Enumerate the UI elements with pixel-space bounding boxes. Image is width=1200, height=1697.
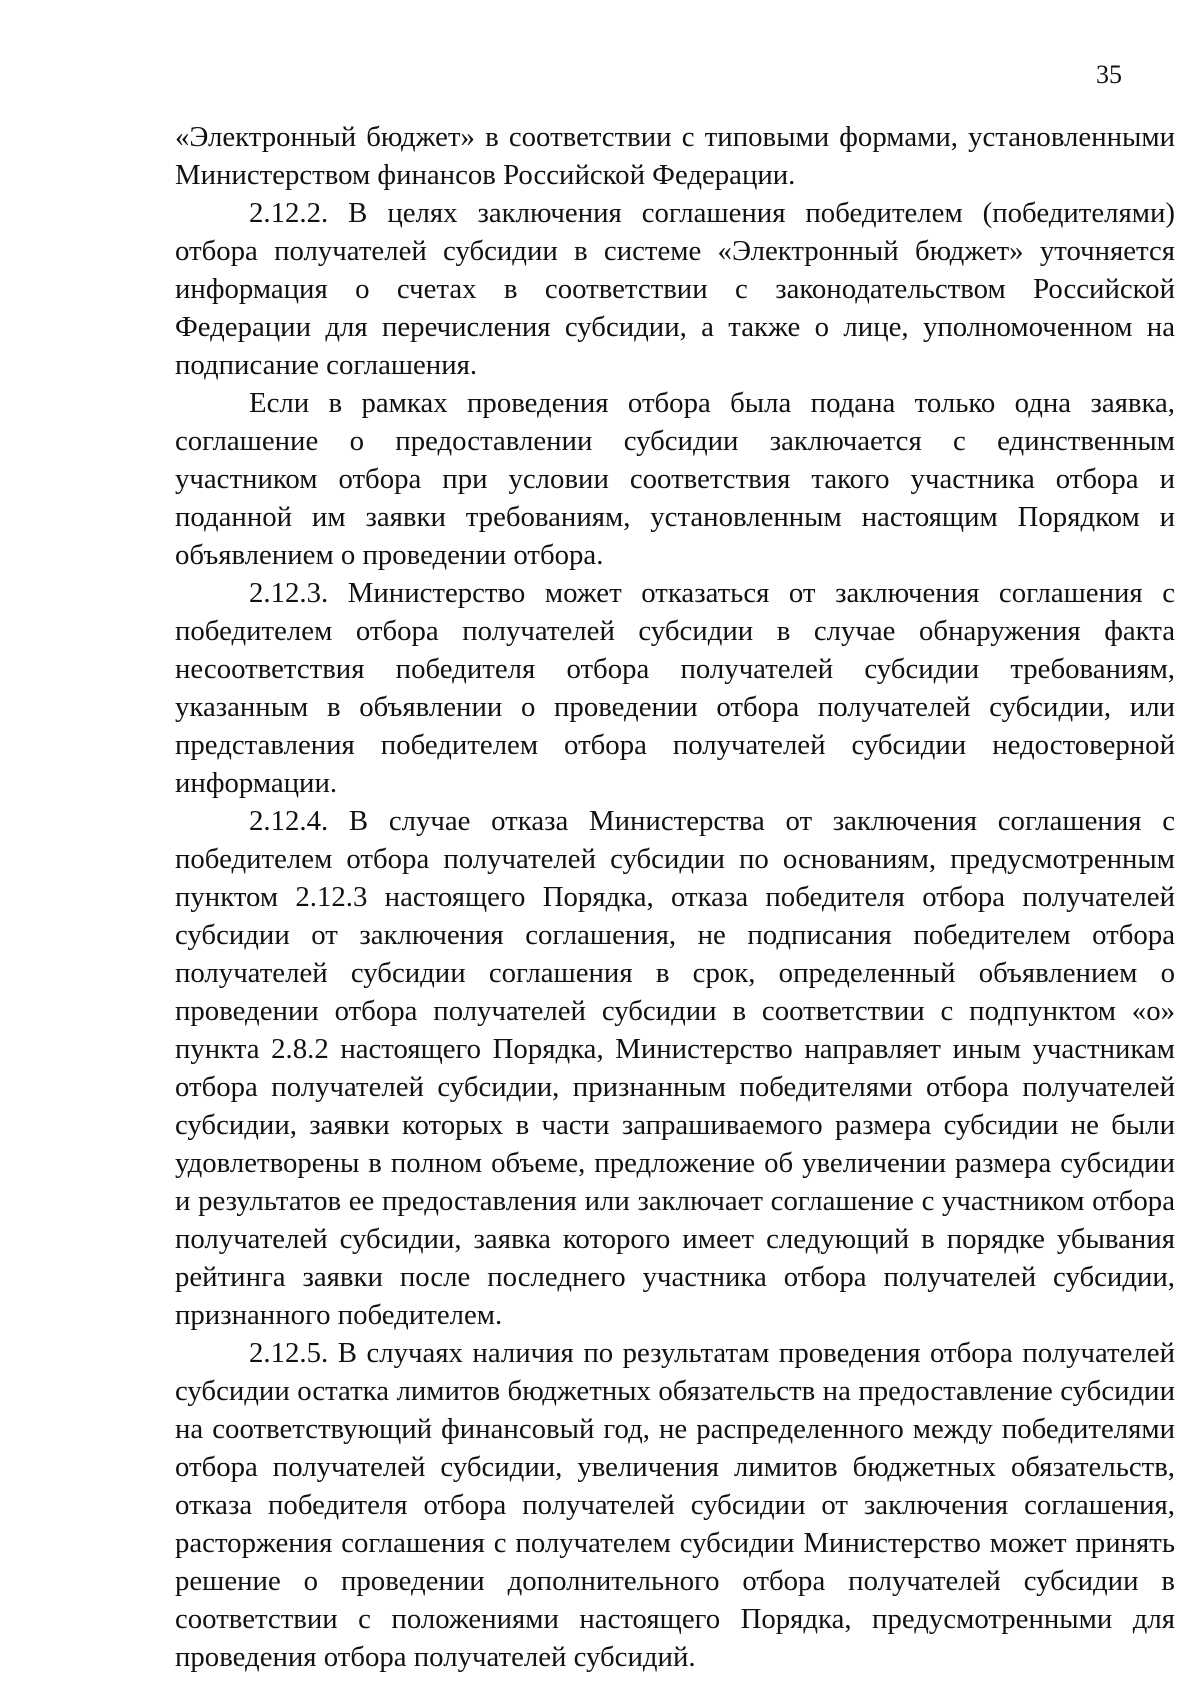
paragraph-single-application: Если в рамках проведения отбора была подана только одна заявка, соглашение о предоставлении субсидии заключается с единственным участником отбора при условии соответствия такого участника отбора и поданной им заявки требованиям, установленным настоящим Порядком и объявлением о проведении отбора. [175,387,1175,571]
document-body [175,118,1175,1676]
paragraph-2-12-4: 2.12.4. В случае отказа Министерства от заключения соглашения с победителем отбора получателей субсидии по основаниям, предусмотренным пунктом 2.12.3 настоящего Порядка, отказа победителя отбора получателей субсидии от заключения соглашения, не подписания победителем отбора получателей субсидии соглашения в срок, определенный объявлением о проведении отбора получателей субсидии в соответствии с подпунктом «о» пункта 2.8.2 настоящего Порядка, Министерство направляет иным участникам отбора получателей субсидии, признанным победителями отбора получателей субсидии, заявки которых в части запрашиваемого размера субсидии не были удовлетворены в полном объеме, предложение об увеличении размера субсидии и результатов ее предоставления или заключает соглашение с участником отбора получателей субсидии, заявка которого имеет следующий в порядке убывания рейтинга заявки после последнего участника отбора получателей субсидии, признанного победителем. [175,805,1175,1331]
paragraph-2-12-5: 2.12.5. В случаях наличия по результатам проведения отбора получателей субсидии остатка лимитов бюджетных обязательств на предоставление субсидии на соответствующий финансовый год, не распределенного между победителями отбора получателей субсидии, увеличения лимитов бюджетных обязательств, отказа победителя отбора получателей субсидии от заключения соглашения, расторжения соглашения с получателем субсидии Министерство может принять решение о проведении дополнительного отбора получателей субсидии в соответствии с положениями настоящего Порядка, предусмотренными для проведения отбора получателей субсидий. [175,1337,1175,1673]
paragraph-2-12-3: 2.12.3. Министерство может отказаться от заключения соглашения с победителем отбора получателей субсидии в случае обнаружения факта несоответствия победителя отбора получателей субсидии требованиям, указанным в объявлении о проведении отбора получателей субсидии, или представления победителем отбора получателей субсидии недостоверной информации. [175,577,1175,799]
paragraph-continuation: «Электронный бюджет» в соответствии с типовыми формами, установленными Министерством финансов Российской Федерации. [175,121,1175,191]
paragraph-2-12-2: 2.12.2. В целях заключения соглашения победителем (победителями) отбора получателей субсидии в системе «Электронный бюджет» уточняется информация о счетах в соответствии с законодательством Российской Федерации для перечисления субсидии, а также о лице, уполномоченном на подписание соглашения. [175,197,1175,381]
page-number: 35 [1096,60,1122,89]
